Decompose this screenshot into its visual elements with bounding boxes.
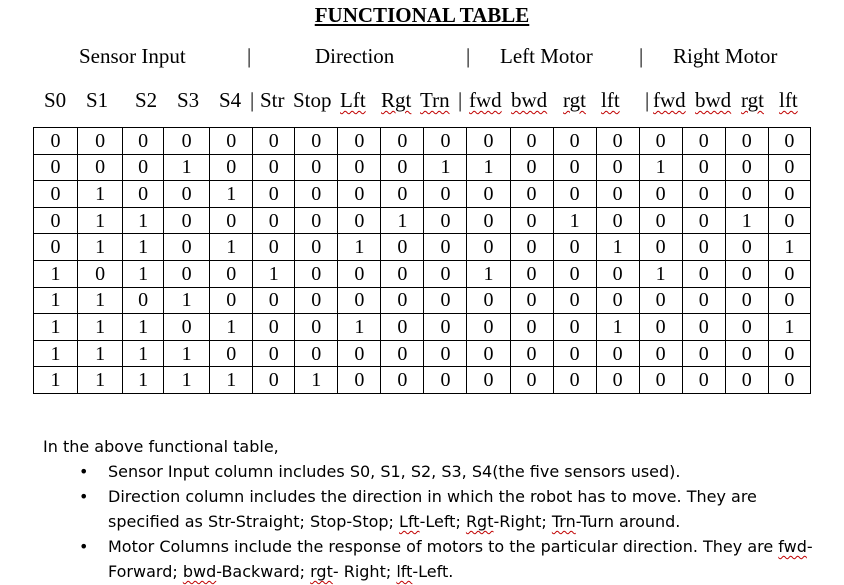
table-cell: 0	[34, 154, 78, 181]
table-cell: 0	[682, 367, 725, 394]
table-cell: 1	[34, 260, 78, 287]
table-cell: 0	[596, 128, 639, 155]
col-header-s0: S0	[44, 88, 67, 112]
table-cell: 0	[639, 287, 682, 314]
note-item	[43, 459, 833, 484]
table-cell: 1	[467, 260, 510, 287]
table-cell: 0	[682, 340, 725, 367]
note-item	[43, 534, 833, 584]
table-cell: 0	[253, 234, 295, 261]
table-cell: 1	[34, 287, 78, 314]
table-cell: 0	[596, 181, 639, 208]
table-cell: 0	[639, 128, 682, 155]
note-text: -Left;	[419, 512, 466, 531]
table-cell: 1	[123, 234, 164, 261]
note-text: - Right;	[332, 562, 397, 581]
table-cell: 1	[123, 260, 164, 287]
col-header-right-bwd: bwd	[695, 88, 732, 112]
table-cell: 0	[381, 154, 424, 181]
table-cell: 0	[682, 181, 725, 208]
table-row	[34, 287, 811, 314]
table-cell: 0	[381, 260, 424, 287]
notes-section	[43, 434, 833, 584]
table-cell: 1	[338, 234, 381, 261]
note-term: Trn	[551, 512, 576, 531]
table-row	[34, 314, 811, 341]
note-text: Sensor Input column includes S0, S1, S2, S3, S4(the five sensors used).	[108, 462, 681, 481]
table-cell: 0	[553, 367, 596, 394]
table-cell: 1	[210, 314, 253, 341]
table-cell: 0	[510, 181, 553, 208]
table-cell: 0	[381, 234, 424, 261]
note-term: bwd	[182, 562, 217, 581]
col-header-lft: Lft	[340, 88, 366, 112]
col-header-left-rgt: rgt	[563, 88, 586, 112]
table-cell: 0	[253, 154, 295, 181]
table-cell: 0	[510, 340, 553, 367]
notes-intro: In the above functional table,	[43, 437, 279, 456]
table-cell: 0	[510, 260, 553, 287]
table-cell: 0	[768, 154, 810, 181]
table-cell: 1	[78, 234, 123, 261]
table-cell: 0	[768, 181, 810, 208]
table-cell: 1	[123, 367, 164, 394]
table-cell: 0	[123, 181, 164, 208]
note-item	[43, 484, 833, 534]
column-separator: |	[250, 88, 255, 112]
table-cell: 0	[467, 340, 510, 367]
table-cell: 0	[424, 234, 467, 261]
table-cell: 0	[682, 287, 725, 314]
bullet-icon: •	[79, 487, 89, 506]
table-cell: 0	[210, 154, 253, 181]
table-cell: 1	[78, 314, 123, 341]
table-cell: 1	[164, 367, 210, 394]
table-cell: 0	[78, 128, 123, 155]
table-row	[34, 207, 811, 234]
table-cell: 1	[596, 314, 639, 341]
table-cell: 0	[123, 128, 164, 155]
table-cell: 0	[164, 207, 210, 234]
table-cell: 0	[553, 181, 596, 208]
col-header-s3: S3	[177, 88, 200, 112]
col-header-left-lft: lft	[601, 88, 620, 112]
sensor-input-group-label: Sensor Input	[79, 44, 186, 68]
table-cell: 0	[467, 234, 510, 261]
table-cell: 0	[682, 128, 725, 155]
table-cell: 0	[467, 207, 510, 234]
table-cell: 1	[78, 340, 123, 367]
table-cell: 0	[725, 314, 768, 341]
table-cell: 0	[295, 340, 338, 367]
table-cell: 0	[424, 128, 467, 155]
table-cell: 1	[768, 234, 810, 261]
table-cell: 0	[725, 234, 768, 261]
table-cell: 0	[553, 128, 596, 155]
table-cell: 0	[510, 234, 553, 261]
table-cell: 0	[295, 234, 338, 261]
table-cell: 0	[253, 207, 295, 234]
group-separator: |	[247, 44, 252, 68]
note-text: -Left.	[412, 562, 454, 581]
note-term: Rgt	[465, 512, 494, 531]
table-cell: 0	[34, 207, 78, 234]
table-row	[34, 340, 811, 367]
table-cell: 1	[639, 154, 682, 181]
table-cell: 0	[338, 367, 381, 394]
direction-group-label: Direction	[315, 44, 395, 68]
table-cell: 0	[639, 367, 682, 394]
table-cell: 0	[639, 314, 682, 341]
table-cell: 0	[510, 367, 553, 394]
table-cell: 0	[596, 287, 639, 314]
table-cell: 0	[210, 340, 253, 367]
table-cell: 0	[596, 207, 639, 234]
table-cell: 1	[78, 207, 123, 234]
table-cell: 0	[553, 260, 596, 287]
note-text: Motor Columns include the response of motors to the particular direction. They are	[108, 537, 779, 556]
table-cell: 0	[253, 181, 295, 208]
table-cell: 0	[424, 181, 467, 208]
table-cell: 0	[639, 181, 682, 208]
table-cell: 0	[467, 367, 510, 394]
table-cell: 0	[639, 207, 682, 234]
table-cell: 0	[78, 154, 123, 181]
table-cell: 1	[78, 367, 123, 394]
col-header-right-rgt: rgt	[741, 88, 764, 112]
col-header-right-lft: lft	[779, 88, 798, 112]
table-cell: 0	[210, 260, 253, 287]
table-cell: 0	[510, 314, 553, 341]
table-cell: 0	[295, 181, 338, 208]
table-cell: 1	[164, 340, 210, 367]
table-cell: 1	[725, 207, 768, 234]
table-cell: 1	[34, 314, 78, 341]
table-cell: 0	[467, 314, 510, 341]
table-cell: 1	[210, 234, 253, 261]
table-cell: 1	[123, 314, 164, 341]
table-cell: 0	[682, 207, 725, 234]
table-cell: 0	[295, 207, 338, 234]
table-cell: 0	[424, 260, 467, 287]
table-cell: 0	[768, 128, 810, 155]
bullet-icon: •	[79, 537, 89, 556]
col-header-s1: S1	[86, 88, 109, 112]
table-cell: 0	[424, 340, 467, 367]
table-cell: 0	[725, 181, 768, 208]
table-cell: 0	[295, 128, 338, 155]
table-cell: 0	[253, 340, 295, 367]
table-cell: 0	[295, 314, 338, 341]
table-cell: 0	[123, 154, 164, 181]
table-cell: 0	[725, 154, 768, 181]
table-cell: 0	[596, 260, 639, 287]
table-cell: 0	[553, 340, 596, 367]
table-row	[34, 367, 811, 394]
table-cell: 0	[164, 314, 210, 341]
table-cell: 1	[123, 340, 164, 367]
note-text: -Forward;	[108, 537, 813, 581]
table-cell: 1	[338, 314, 381, 341]
table-cell: 0	[467, 181, 510, 208]
table-cell: 1	[123, 207, 164, 234]
table-cell: 0	[768, 207, 810, 234]
table-cell: 0	[725, 287, 768, 314]
table-cell: 0	[596, 154, 639, 181]
table-cell: 0	[639, 340, 682, 367]
table-cell: 0	[768, 340, 810, 367]
table-cell: 0	[253, 367, 295, 394]
table-cell: 0	[253, 314, 295, 341]
table-cell: 0	[338, 128, 381, 155]
table-cell: 0	[553, 287, 596, 314]
table-cell: 1	[210, 181, 253, 208]
column-header-row	[0, 88, 844, 116]
table-cell: 0	[639, 234, 682, 261]
table-cell: 0	[381, 181, 424, 208]
table-cell: 0	[34, 181, 78, 208]
table-cell: 0	[553, 314, 596, 341]
left-motor-group-label: Left Motor	[500, 44, 593, 68]
table-cell: 0	[553, 154, 596, 181]
table-row	[34, 234, 811, 261]
note-text: -Backward;	[216, 562, 311, 581]
table-cell: 1	[253, 260, 295, 287]
col-header-stop: Stop	[293, 88, 332, 112]
table-cell: 0	[424, 314, 467, 341]
table-cell: 0	[682, 234, 725, 261]
col-header-s2: S2	[135, 88, 158, 112]
table-cell: 0	[682, 260, 725, 287]
table-cell: 0	[596, 367, 639, 394]
column-separator: |	[645, 88, 650, 112]
table-cell: 0	[253, 287, 295, 314]
table-cell: 0	[381, 367, 424, 394]
table-cell: 0	[34, 128, 78, 155]
table-cell: 1	[424, 154, 467, 181]
table-cell: 0	[34, 234, 78, 261]
right-motor-group-label: Right Motor	[673, 44, 778, 68]
table-cell: 1	[34, 367, 78, 394]
table-cell: 1	[381, 207, 424, 234]
table-cell: 0	[295, 260, 338, 287]
column-separator: |	[458, 88, 463, 112]
notes-list	[43, 459, 833, 584]
table-row	[34, 128, 811, 155]
table-cell: 0	[553, 234, 596, 261]
table-cell: 0	[381, 314, 424, 341]
table-cell: 0	[338, 207, 381, 234]
table-cell: 0	[210, 207, 253, 234]
group-separator: |	[639, 44, 644, 68]
table-cell: 0	[467, 128, 510, 155]
table-cell: 0	[596, 340, 639, 367]
table-cell: 0	[768, 367, 810, 394]
col-header-str: Str	[260, 88, 285, 112]
table-row	[34, 181, 811, 208]
table-cell: 1	[596, 234, 639, 261]
table-cell: 0	[725, 128, 768, 155]
table-cell: 0	[510, 128, 553, 155]
table-cell: 1	[164, 154, 210, 181]
table-cell: 0	[78, 260, 123, 287]
note-term: rgt	[310, 562, 333, 581]
table-cell: 1	[164, 287, 210, 314]
table-cell: 0	[210, 287, 253, 314]
table-cell: 1	[768, 314, 810, 341]
table-cell: 0	[164, 260, 210, 287]
col-header-right-fwd: fwd	[653, 88, 686, 112]
table-cell: 0	[467, 287, 510, 314]
table-cell: 0	[210, 128, 253, 155]
col-header-left-fwd: fwd	[469, 88, 502, 112]
table-cell: 1	[295, 367, 338, 394]
table-cell: 0	[338, 260, 381, 287]
table-cell: 0	[164, 234, 210, 261]
note-text: -Right;	[493, 512, 552, 531]
col-header-left-bwd: bwd	[511, 88, 548, 112]
col-header-rgt: Rgt	[381, 88, 412, 112]
table-cell: 0	[253, 128, 295, 155]
table-cell: 0	[381, 128, 424, 155]
table-cell: 0	[768, 260, 810, 287]
table-cell: 0	[424, 367, 467, 394]
note-text: Direction column includes the direction in which the robot has to move. They are specified as Str-Straight; Stop-Stop;	[108, 487, 757, 531]
table-row	[34, 260, 811, 287]
group-header-row	[0, 44, 844, 72]
table-row	[34, 154, 811, 181]
note-text: -Turn around.	[575, 512, 681, 531]
bullet-icon: •	[79, 462, 89, 481]
table-cell: 1	[639, 260, 682, 287]
table-cell: 0	[510, 287, 553, 314]
table-cell: 0	[424, 207, 467, 234]
table-cell: 0	[725, 367, 768, 394]
table-cell: 0	[381, 287, 424, 314]
table-cell: 0	[725, 260, 768, 287]
table-cell: 1	[78, 181, 123, 208]
table-body	[34, 128, 811, 394]
col-header-trn: Trn	[420, 88, 450, 112]
table-cell: 0	[510, 154, 553, 181]
table-cell: 1	[34, 340, 78, 367]
table-cell: 1	[210, 367, 253, 394]
table-cell: 0	[424, 287, 467, 314]
table-cell: 0	[682, 314, 725, 341]
table-cell: 1	[553, 207, 596, 234]
table-cell: 0	[338, 154, 381, 181]
note-term: Lft	[399, 512, 420, 531]
col-header-s4: S4	[219, 88, 242, 112]
note-term: fwd	[778, 537, 807, 556]
table-cell: 0	[164, 181, 210, 208]
table-cell: 0	[338, 181, 381, 208]
table-cell: 1	[78, 287, 123, 314]
group-separator: |	[466, 44, 471, 68]
page-title: FUNCTIONAL TABLE	[314, 3, 530, 27]
table-cell: 0	[381, 340, 424, 367]
functional-table	[33, 127, 811, 394]
table-cell: 0	[338, 340, 381, 367]
note-term: lft	[396, 562, 413, 581]
table-cell: 0	[768, 287, 810, 314]
table-cell: 1	[467, 154, 510, 181]
table-cell: 0	[295, 154, 338, 181]
table-cell: 0	[338, 287, 381, 314]
table-cell: 0	[682, 154, 725, 181]
table-cell: 0	[295, 287, 338, 314]
table-cell: 0	[725, 340, 768, 367]
table-cell: 0	[164, 128, 210, 155]
table-cell: 0	[123, 287, 164, 314]
table-cell: 0	[510, 207, 553, 234]
